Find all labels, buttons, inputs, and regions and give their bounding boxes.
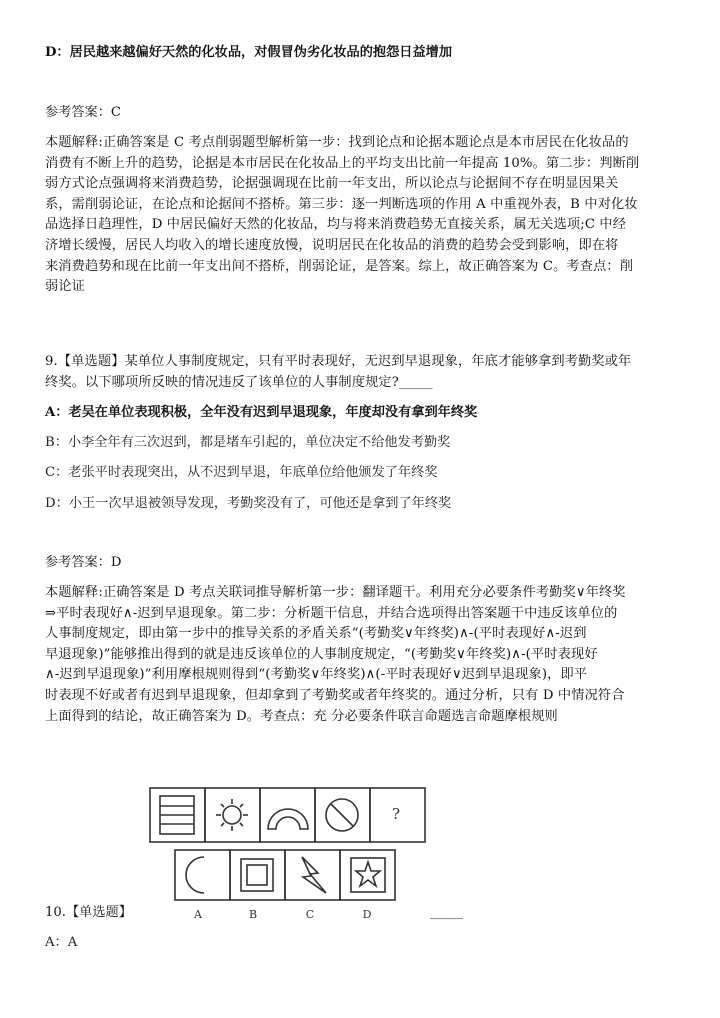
question-mark: ? — [392, 805, 401, 823]
q8-explanation-line: 品选择日趋理性，D 中居民偏好天然的化妆品，均与将来消费趋势无直接关系，属无关选项;C 中经 — [45, 217, 627, 233]
q9-stem-line: 终奖。以下哪项所反映的情况违反了该单位的人事制度规定?_____ — [45, 374, 433, 390]
q8-answer: 参考答案：C — [45, 105, 122, 120]
q9-option-d: D：小王一次早退被领导发现，考勤奖没有了，可他还是拿到了年终奖 — [45, 496, 452, 511]
prohibition-icon — [326, 799, 358, 831]
figure-box — [285, 850, 340, 900]
q9-explanation-line: ∧-迟到早退现象)”利用摩根规则得到“(考勤奖∨年终奖)∧(-平时表现好∨迟到早退现象)，即平 — [45, 667, 588, 683]
q8-explanation-line: 济增长缓慢，居民人均收入的增长速度放慢，说明居民在化妆品的消费的趋势会受到影响，即在将 — [45, 237, 619, 253]
lightning-icon — [302, 857, 326, 893]
moon-icon — [186, 857, 204, 893]
q9-explanation-line: 人事制度规定，即由第一步中的推导关系的矛盾关系“(考勤奖∨年终奖)∧-(平时表现好∧-迟到 — [45, 626, 587, 642]
q9-stem — [45, 352, 677, 393]
star-box-icon — [351, 858, 385, 892]
q9-explanation-line: 本题解释:正确答案是 D 考点关联词推导解析第一步：翻译题干。利用充分必要条件考勤奖∨年终奖 — [45, 585, 626, 600]
q9-answer: 参考答案：D — [45, 555, 122, 570]
figure-box — [230, 850, 285, 900]
figure-box — [260, 788, 315, 842]
figure-label-d: D — [362, 908, 372, 921]
q10-blank: _____ — [430, 905, 463, 920]
q9-explanation-line: 早退现象)”能够推出得到的就是违反该单位的人事制度规定，“(考勤奖∨年终奖)∧-(平时表现好 — [45, 646, 598, 662]
q9-option-c: C：老张平时表现突出，从不迟到早退，年底单位给他颁发了年终奖 — [45, 465, 438, 480]
arch-icon — [268, 809, 308, 829]
q10-stem: 10.【单选题】 — [45, 905, 132, 920]
q8-explanation-line: 消费有不断上升的趋势，论据是本市居民在化妆品上的平均支出比前一年提高 10%。第二步：判断削 — [45, 155, 640, 171]
q10-option-a: A：A — [45, 935, 78, 950]
q8-option-d: D：居民越来越偏好天然的化妆品，对假冒伪劣化妆品的抱怨日益增加 — [45, 45, 453, 60]
figure-label-a: A — [194, 908, 202, 921]
q8-explanation-line: 弱方式论点强调将来消费趋势，论据强调现在比前一年支出，所以论点与论据间不存在明显因果关 — [45, 176, 619, 192]
q8-explanation-line: 弱论证 — [45, 279, 86, 295]
q10-figure — [140, 785, 440, 925]
q8-explanation-line: 系，需削弱论证，在论点和论据间不搭桥。第三步：逐一判断选项的作用 A 中重视外表，B 中对化妆 — [45, 196, 638, 212]
figure-label-c: C — [305, 908, 315, 921]
lined-paper-icon — [160, 796, 194, 834]
figure-label-b: B — [248, 908, 258, 921]
q8-explanation — [45, 133, 677, 298]
q9-explanation-line: ⇒平时表现好∧-迟到早退现象。第二步：分析题干信息，并结合选项得出答案题干中违反该单位的 — [45, 605, 618, 621]
figure-box — [205, 788, 260, 842]
q9-explanation — [45, 583, 677, 727]
q8-explanation-line: 来消费趋势和现在比前一年支出间不搭桥，削弱论证，是答案。综上，故正确答案为 C。考查点：削 — [45, 258, 634, 274]
sun-icon — [216, 799, 248, 831]
q9-explanation-line: 上面得到的结论，故正确答案为 D。考查点：充 分必要条件联言命题选言命题摩根规则 — [45, 708, 558, 724]
q9-stem-line: 9.【单选题】某单位人事制度规定，只有平时表现好，无迟到早退现象，年底才能够拿到考勤奖或年 — [45, 354, 632, 369]
q9-option-a: A：老吴在单位表现积极，全年没有迟到早退现象，年度却没有拿到年终奖 — [45, 405, 478, 420]
q9-explanation-line: 时表现不好或者有迟到早退现象，但却拿到了考勤奖或者年终奖的。通过分析，只有 D 中情况符合 — [45, 687, 625, 703]
q8-explanation-line: 本题解释:正确答案是 C 考点削弱题型解析第一步：找到论点和论据本题论点是本市居民在化妆品的 — [45, 135, 629, 150]
nested-square-icon — [241, 859, 273, 891]
q9-option-b: B：小李全年有三次迟到，都是堵车引起的，单位决定不给他发考勤奖 — [45, 435, 451, 450]
